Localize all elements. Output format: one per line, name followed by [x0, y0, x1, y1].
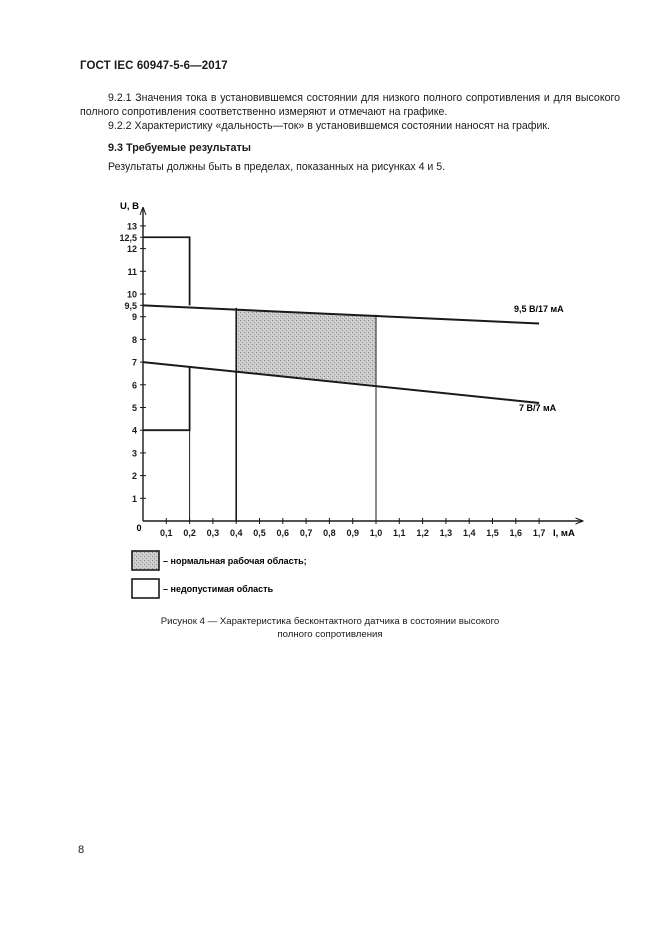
y-tick-label: 11 [127, 266, 137, 277]
x-tick-label: 1,4 [462, 528, 476, 538]
paragraph-9-2-1: 9.2.1 Значения тока в установившемся состоянии для низкого полного сопротивления и для высокого полного сопротивления соответственно измеряют и отмечают на графике. [80, 92, 620, 118]
y-tick-label: 10 [126, 289, 137, 300]
y-tick-label: 7 [131, 357, 137, 368]
y-tick-label: 6 [131, 380, 137, 391]
y-tick-label: 3 [131, 448, 137, 459]
x-tick-label: 0,8 [323, 528, 336, 538]
forbidden-region-lower [143, 367, 190, 431]
y-tick-label: 13 [126, 221, 137, 232]
y-tick-label: 1 [131, 493, 137, 504]
x-tick-label: 0,7 [299, 528, 313, 538]
document-header: ГОСТ IEC 60947-5-6—2017 [80, 60, 228, 72]
legend-label-forbidden: – недопустимая область [163, 584, 274, 594]
caption-line-2: полного сопротивления [277, 629, 383, 640]
legend [132, 551, 307, 598]
legend-swatch-forbidden [132, 579, 159, 598]
page-number: 8 [78, 844, 85, 856]
y-tick-label: 2 [131, 471, 137, 482]
figure-caption [120, 615, 540, 641]
x-axis-label: I, мА [553, 528, 575, 539]
series-label-upper: 9,5 В/17 мА [514, 304, 564, 314]
y-axis-label: U, В [120, 201, 139, 212]
x-tick-label: 1,7 [532, 528, 546, 538]
paragraph-results: Результаты должны быть в пределах, показанных на рисунках 4 и 5. [108, 161, 446, 173]
y-tick-label: 9,5 [124, 300, 137, 311]
x-tick-label: 1,2 [416, 528, 429, 538]
caption-line-1: Рисунок 4 — Характеристика бесконтактного датчика в состоянии высокого [160, 616, 500, 627]
x-tick-label: 1,6 [509, 528, 523, 538]
x-tick-label: 0,1 [160, 528, 173, 538]
y-tick-label: 9 [131, 312, 137, 323]
x-tick-label: 0,9 [346, 528, 359, 538]
x-tick-label: 0,4 [229, 528, 243, 538]
x-tick-label: 1,1 [393, 528, 406, 538]
origin-label: 0 [136, 523, 142, 533]
legend-swatch-normal [132, 551, 159, 570]
y-tick-label: 12 [126, 244, 137, 255]
legend-label-normal: – нормальная рабочая область; [163, 556, 307, 566]
paragraph-9-2-2: 9.2.2 Характеристику «дальность—ток» в установившемся состоянии наносят на график. [108, 120, 550, 132]
x-tick-label: 0,5 [253, 528, 266, 538]
y-tick-label: 4 [131, 425, 137, 436]
y-tick-label: 5 [131, 403, 137, 413]
x-tick-label: 0,6 [276, 528, 290, 538]
x-tick-label: 1,3 [439, 528, 453, 538]
y-tick-label: 12,5 [119, 232, 137, 243]
x-tick-label: 1,5 [486, 528, 499, 538]
series-label-lower: 7 В/7 мА [519, 403, 557, 413]
x-tick-label: 1,0 [369, 528, 383, 538]
section-heading: 9.3 Требуемые результаты [108, 142, 252, 154]
forbidden-region-upper [143, 237, 190, 305]
x-tick-label: 0,3 [206, 528, 220, 538]
x-tick-label: 0,2 [183, 528, 196, 538]
y-tick-label: 8 [131, 334, 137, 345]
